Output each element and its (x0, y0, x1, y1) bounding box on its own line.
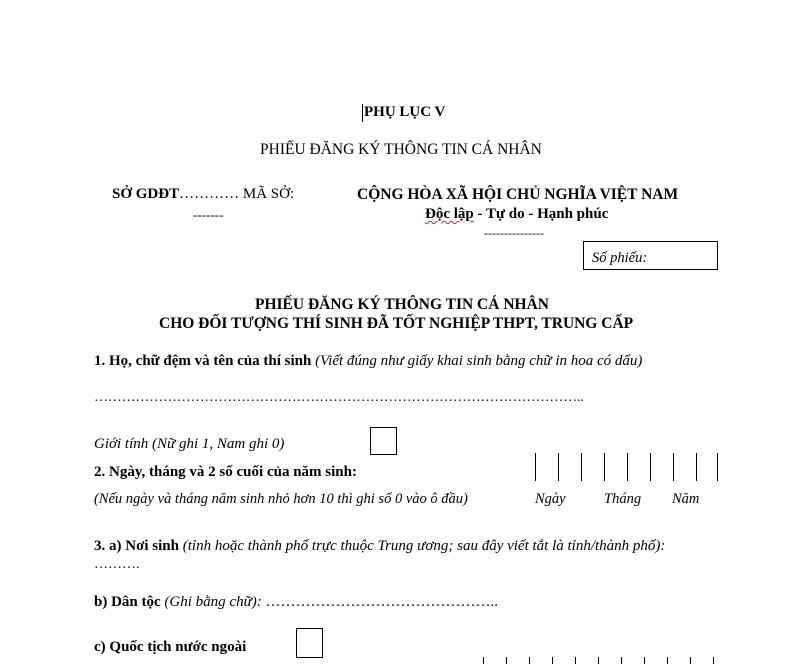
digit-separator (713, 657, 714, 664)
national-motto (425, 206, 608, 223)
digit-separator (650, 453, 651, 481)
department-line (112, 186, 294, 203)
section2-label: 2. Ngày, tháng và 2 số cuối của năm sinh: (94, 464, 357, 480)
department-label: SỞ GDĐT (112, 186, 180, 202)
digit-separator (621, 657, 622, 664)
birthplace-hint: (tỉnh hoặc thành phố trực thuộc Trung ương; sau đây viết tắt là tỉnh/thành phố): (179, 538, 666, 554)
ethnicity-field[interactable]: ……………………………………….. (265, 594, 498, 610)
fullname-field[interactable]: …………………………………………………………………………………………….. (94, 390, 584, 405)
foreign-nationality-label: c) Quốc tịch nước ngoài (94, 639, 247, 655)
ticket-number-label: Số phiếu: (592, 250, 648, 266)
department-code-label: MÃ SỞ: (239, 186, 295, 202)
digit-separator (667, 657, 668, 664)
birthplace-field[interactable]: ………. (94, 557, 140, 572)
section2-hint: (Nếu ngày và tháng năm sinh nhỏ hơn 10 thì ghi số 0 vào ô đầu) (94, 491, 468, 507)
digit-separator (644, 657, 645, 664)
year-label: Năm (672, 491, 700, 507)
digit-separator (673, 453, 674, 481)
main-title-line1: PHIẾU ĐĂNG KÝ THÔNG TIN CÁ NHÂN (255, 296, 549, 313)
digit-separator (575, 657, 576, 664)
gender-label: Giới tính (Nữ ghi 1, Nam ghi 0) (94, 436, 285, 452)
national-separator: --------------- (484, 226, 544, 240)
digit-separator (604, 453, 605, 481)
digit-separator (535, 453, 536, 481)
digit-separator (581, 453, 582, 481)
motto-rest: - Tự do - Hạnh phúc (473, 206, 609, 222)
gender-input-box[interactable] (370, 427, 397, 455)
section1-hint: (Viết đúng như giấy khai sinh bằng chữ in hoa có dấu) (311, 353, 643, 369)
section3a-heading (94, 538, 665, 555)
digit-separator (529, 657, 530, 664)
digit-separator (558, 453, 559, 481)
digit-separator (598, 657, 599, 664)
appendix-title: PHỤ LỤC V (364, 104, 446, 120)
digit-separator (552, 657, 553, 664)
digit-separator (483, 657, 484, 664)
motto-word-independence: Độc lập (425, 206, 474, 222)
digit-separator (690, 657, 691, 664)
birthplace-label: 3. a) Nơi sinh (94, 538, 179, 554)
text-cursor (362, 104, 363, 122)
month-label: Tháng (604, 491, 642, 507)
section1-label: 1. Họ, chữ đệm và tên của thí sinh (94, 353, 312, 369)
ethnicity-hint: (Ghi bằng chữ): (160, 594, 266, 610)
department-separator: ------- (193, 207, 224, 222)
digit-separator (506, 657, 507, 664)
foreign-nationality-box[interactable] (296, 628, 323, 658)
digit-separator (627, 453, 628, 481)
national-title: CỘNG HÒA XÃ HỘI CHỦ NGHĨA VIỆT NAM (357, 186, 679, 203)
digit-separator (696, 453, 697, 481)
section3b-heading (94, 594, 498, 611)
digit-separator (717, 453, 718, 481)
ethnicity-label: b) Dân tộc (94, 594, 161, 610)
day-label: Ngày (535, 491, 566, 507)
section1-heading (94, 353, 642, 370)
department-dots: ………… (179, 186, 240, 202)
ticket-number-box[interactable] (583, 241, 718, 270)
form-name: PHIẾU ĐĂNG KÝ THÔNG TIN CÁ NHÂN (260, 141, 542, 158)
main-title-line2: CHO ĐỐI TƯỢNG THÍ SINH ĐÃ TỐT NGHIỆP THPT, TRUNG CẤP (159, 315, 634, 332)
